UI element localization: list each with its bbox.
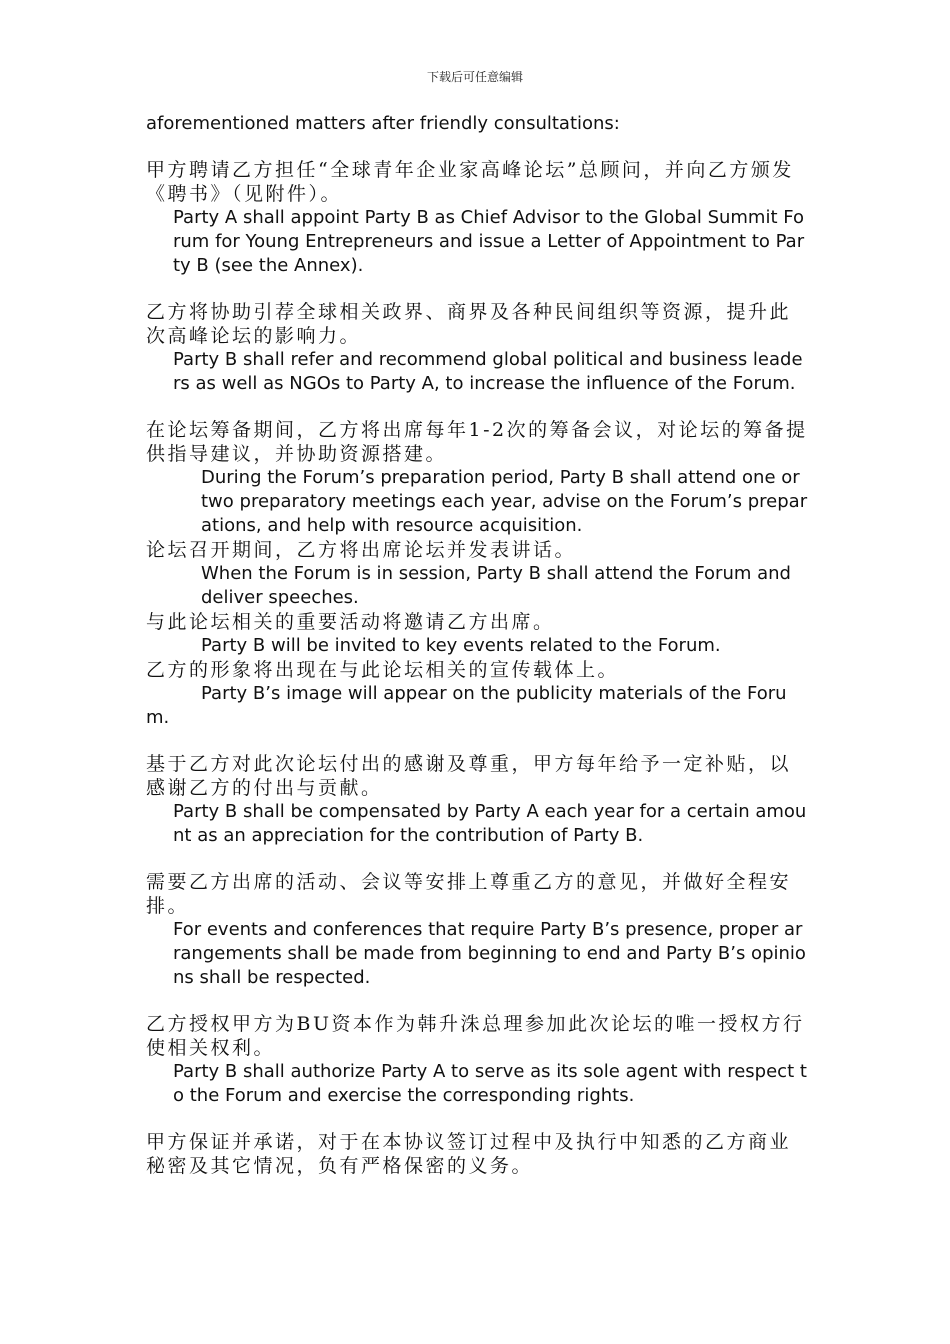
clause-7-zh: 基于乙方对此次论坛付出的感谢及尊重，甲方每年给予一定补贴，以感谢乙方的付出与贡献。 — [146, 753, 792, 799]
clause-7-en: Party B shall be compensated by Party A each year for a certain amount as an appreciation for the contribution of Party B. — [173, 801, 807, 846]
clause-10-zh: 甲方保证并承诺，对于在本协议签订过程中及执行中知悉的乙方商业秘密及其它情况，负有严格保密的义务。 — [146, 1131, 792, 1177]
paragraph-gap — [146, 278, 808, 300]
document-body — [146, 112, 808, 1178]
clause-8-zh: 需要乙方出席的活动、会议等安排上尊重乙方的意见，并做好全程安排。 — [146, 871, 792, 917]
paragraph-gap — [146, 396, 808, 418]
clause-4-en: When the Forum is in session, Party B shall attend the Forum and deliver speeches. — [201, 563, 791, 608]
clause-2-zh: 乙方将协助引荐全球相关政界、商界及各种民间组织等资源，提升此次高峰论坛的影响力。 — [146, 301, 792, 347]
clause-6-en: Party B’s image will appear on the publicity materials of the Forum. — [146, 683, 787, 728]
paragraph-gap — [146, 730, 808, 752]
paragraph-gap — [146, 136, 808, 158]
clause-3-zh: 在论坛筹备期间，乙方将出席每年1-2次的筹备会议，对论坛的筹备提供指导建议，并协助资源搭建。 — [146, 419, 808, 465]
clause-1-zh: 甲方聘请乙方担任“全球青年企业家高峰论坛”总顾问，并向乙方颁发《聘书》（见附件）。 — [146, 159, 794, 205]
clause-4-zh: 论坛召开期间，乙方将出席论坛并发表讲话。 — [146, 539, 577, 561]
clause-9-zh: 乙方授权甲方为BU资本作为韩升洙总理参加此次论坛的唯一授权方行使相关权利。 — [146, 1013, 805, 1059]
clause-6-zh: 乙方的形象将出现在与此论坛相关的宣传载体上。 — [146, 659, 620, 681]
page-header-note: 下载后可任意编辑 — [426, 70, 523, 84]
clause-5-en: Party B will be invited to key events related to the Forum. — [201, 635, 721, 656]
clause-2-en: Party B shall refer and recommend global political and business leaders as well as NGOs to Party A, to increase the influence of the Forum. — [173, 349, 803, 394]
paragraph-gap — [146, 990, 808, 1012]
clause-1-en: Party A shall appoint Party B as Chief Advisor to the Global Summit Forum for Young Entrepreneurs and issue a Letter of Appointment to Party B (see the Annex). — [173, 207, 805, 276]
intro-paragraph: aforementioned matters after friendly consultations: — [146, 113, 620, 134]
clause-8-en: For events and conferences that require Party B’s presence, proper arrangements shall be made from beginning to end and Party B’s opinions shall be respected. — [173, 919, 806, 988]
paragraph-gap — [146, 848, 808, 870]
clause-5-zh: 与此论坛相关的重要活动将邀请乙方出席。 — [146, 611, 555, 633]
clause-3-en: During the Forum’s preparation period, Party B shall attend one or two preparatory meetings each year, advise on the Forum’s preparations, and help with resource acquisition. — [201, 467, 808, 536]
clause-9-en: Party B shall authorize Party A to serve as its sole agent with respect to the Forum and exercise the corresponding rights. — [173, 1061, 807, 1106]
paragraph-gap — [146, 1108, 808, 1130]
